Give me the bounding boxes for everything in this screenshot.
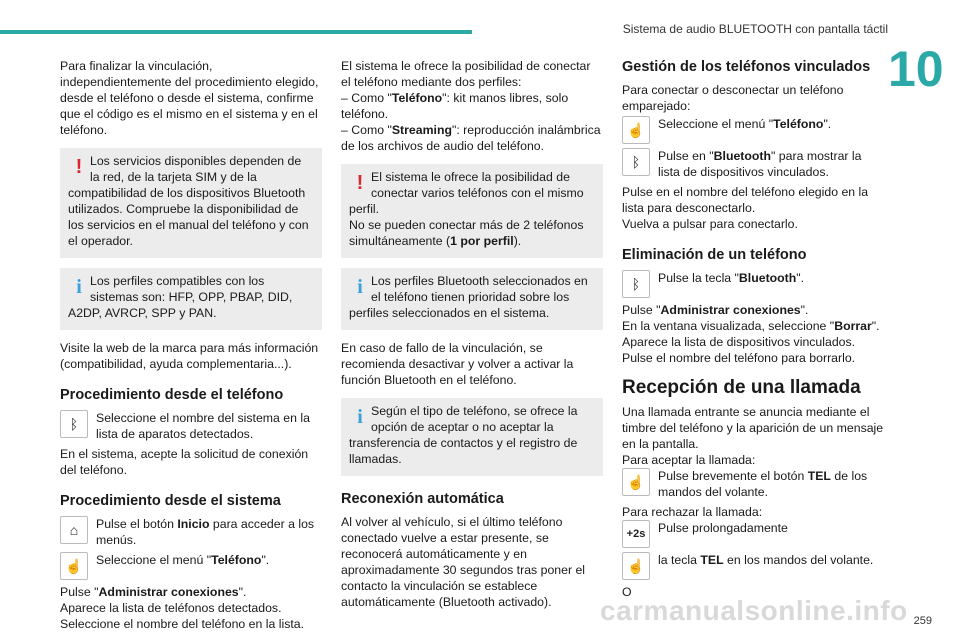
heading-auto-reconnect: Reconexión automática <box>341 491 504 507</box>
warning-note <box>60 148 322 258</box>
info-note <box>341 398 603 476</box>
warning-note-text: Los servicios disponibles dependen de la red, de la tarjeta SIM y de la compatibilidad de los dispositivos Bluetooth utilizados. Compruebe la disponibilidad de los servicios en el manual del teléfono y con el operador. <box>68 154 309 248</box>
text: ". <box>238 585 247 599</box>
text: Pulse el botón <box>96 517 178 531</box>
system-step-phone-menu <box>60 552 322 580</box>
info-icon: i <box>357 276 363 298</box>
bold-text: Bluetooth <box>713 149 772 163</box>
text: El sistema le ofrece la posibilidad de conectar el teléfono mediante dos perfiles: <box>341 59 591 89</box>
heading-manage-phones: Gestión de los teléfonos vinculados <box>622 59 871 75</box>
chapter-number: 10 <box>888 41 944 97</box>
reject-label: Para rechazar la llamada: <box>622 505 763 519</box>
text: – Como " <box>341 123 392 137</box>
info-icon: i <box>357 406 363 428</box>
bold-text: Inicio <box>177 517 210 531</box>
text: En la ventana visualizada, seleccione " <box>622 319 835 333</box>
tap-icon: ☝ <box>622 116 650 144</box>
accept-step <box>622 468 884 500</box>
text: Vuelva a pulsar para conectarlo. <box>622 217 798 231</box>
text: para acceder a los menús. <box>96 517 315 547</box>
bold-text: Borrar <box>834 319 872 333</box>
reject-step-hold <box>622 520 884 548</box>
text: Aparece la lista de dispositivos vinculados. <box>622 335 856 349</box>
bold-text: Administrar conexiones <box>98 585 239 599</box>
delete-step-bluetooth <box>622 270 884 298</box>
text: Seleccione el nombre del teléfono en la lista. <box>60 617 305 631</box>
reconnect-text: Al volver al vehículo, si el último teléfono conectado vuelve a estar presente, se reconocerá automáticamente y en aproximadamente 30 segundos tras poner el contacto la vinculación se establece automáticamente (Bluetooth activado). <box>341 515 586 609</box>
system-step-home <box>60 516 322 548</box>
text: No se pueden conectar más de 2 teléfonos simultáneamente ( <box>349 218 584 248</box>
text: ". <box>261 553 270 567</box>
info-icon: i <box>76 276 82 298</box>
text: Pulse " <box>60 585 99 599</box>
bluetooth-icon: ᛒ <box>622 148 650 176</box>
bold-text: Administrar conexiones <box>660 303 801 317</box>
or-text: O <box>622 585 632 599</box>
text: ". <box>800 303 809 317</box>
text: El sistema le ofrece la posibilidad de conectar varios teléfonos con el mismo perfil. <box>349 170 584 216</box>
text: de los mandos del volante. <box>658 469 868 499</box>
column-2 <box>341 58 603 620</box>
bold-text: 1 por perfil <box>450 234 514 248</box>
manage-step-phone-menu <box>622 116 884 144</box>
info-note-text: Los perfiles compatibles con los sistemas son: HFP, OPP, PBAP, DID, A2DP, AVRCP, SPP y PAN. <box>68 274 293 320</box>
tap-icon: ☝ <box>622 468 650 496</box>
heading-receive-call: Recepción de una llamada <box>622 377 861 398</box>
tap-icon: ☝ <box>60 552 88 580</box>
accept-label: Para aceptar la llamada: <box>622 453 756 467</box>
bold-text: Teléfono <box>391 91 443 105</box>
bold-text: Teléfono <box>773 117 824 131</box>
call-intro: Una llamada entrante se anuncia mediante el timbre del teléfono y la aparición de un mensaje en la pantalla. <box>622 405 884 451</box>
failure-text: En caso de fallo de la vinculación, se recomienda desactivar y volver a activar la función Bluetooth en el teléfono. <box>341 341 574 387</box>
text: ". <box>871 319 880 333</box>
text: Los perfiles Bluetooth seleccionados en el teléfono tienen prioridad sobre los perfiles seleccionados en el sistema. <box>349 274 588 320</box>
text: Pulse el nombre del teléfono para borrarlo. <box>622 351 856 365</box>
bold-text: Bluetooth <box>738 271 797 285</box>
warning-icon: ! <box>356 172 364 194</box>
watermark: carmanualsonline.info <box>600 595 908 626</box>
header-accent-bar <box>0 30 472 34</box>
manage-after-text <box>622 184 884 232</box>
text: Según el tipo de teléfono, se ofrece la opción de aceptar o no aceptar la transferencia de contactos y el registro de llamadas. <box>349 404 578 466</box>
bluetooth-icon: ᛒ <box>60 410 88 438</box>
text: ": reproducción inalámbrica de los archivos de audio del teléfono. <box>341 123 601 153</box>
bluetooth-icon: ᛒ <box>622 270 650 298</box>
system-after-text <box>60 584 322 632</box>
column-1 <box>60 58 322 642</box>
text: Seleccione el menú " <box>658 117 774 131</box>
page-number: 259 <box>913 615 932 627</box>
column-3 <box>622 58 884 600</box>
profiles-text <box>341 58 603 154</box>
text: Aparece la lista de teléfonos detectados. <box>60 601 282 615</box>
text: Pulse " <box>622 303 661 317</box>
warning-icon: ! <box>75 156 83 178</box>
heading-delete-phone: Eliminación de un teléfono <box>622 247 807 263</box>
visit-web-text: Visite la web de la marca para más información (compatibilidad, ayuda complementaria...). <box>60 341 319 371</box>
pairing-intro: Para finalizar la vinculación, independientemente del procedimiento elegido, desde el teléfono o desde el sistema, confirme que el código es el mismo en el sistema y en el teléfono. <box>60 59 319 137</box>
reject-step-tel <box>622 552 884 580</box>
heading-phone-procedure: Procedimiento desde el teléfono <box>60 387 284 403</box>
text: Pulse en el nombre del teléfono elegido en la lista para desconectarlo. <box>622 185 869 215</box>
text: ". <box>796 271 805 285</box>
phone-step-text: Seleccione el nombre del sistema en la lista de aparatos detectados. <box>96 411 310 441</box>
text: ". <box>823 117 832 131</box>
text: Pulse la tecla " <box>658 271 739 285</box>
phone-step <box>60 410 322 442</box>
bold-text: Streaming <box>391 123 452 137</box>
manage-intro: Para conectar o desconectar un teléfono emparejado: <box>622 83 844 113</box>
text: en los mandos del volante. <box>723 553 874 567</box>
text: ). <box>513 234 522 248</box>
text: Pulse prolongadamente <box>658 521 788 535</box>
tap-icon: ☝ <box>622 552 650 580</box>
text: Pulse en " <box>658 149 714 163</box>
bold-text: TEL <box>700 553 724 567</box>
text: – Como " <box>341 91 392 105</box>
hold-2s-icon: +2s <box>622 520 650 548</box>
bold-text: Teléfono <box>211 553 262 567</box>
text: Seleccione el menú " <box>96 553 212 567</box>
phone-after-text: En el sistema, acepte la solicitud de conexión del teléfono. <box>60 447 309 477</box>
text: Pulse brevemente el botón <box>658 469 808 483</box>
heading-system-procedure: Procedimiento desde el sistema <box>60 493 281 509</box>
delete-after-text <box>622 302 884 366</box>
info-note <box>341 268 603 330</box>
manage-step-bluetooth <box>622 148 884 180</box>
info-note <box>60 268 322 330</box>
text: " para mostrar la lista de dispositivos vinculados. <box>658 149 862 179</box>
section-title: Sistema de audio BLUETOOTH con pantalla táctil <box>622 22 888 36</box>
home-icon: ⌂ <box>60 516 88 544</box>
text: la tecla <box>658 553 701 567</box>
bold-text: TEL <box>807 469 831 483</box>
text: ": kit manos libres, solo teléfono. <box>341 91 569 121</box>
warning-note <box>341 164 603 258</box>
